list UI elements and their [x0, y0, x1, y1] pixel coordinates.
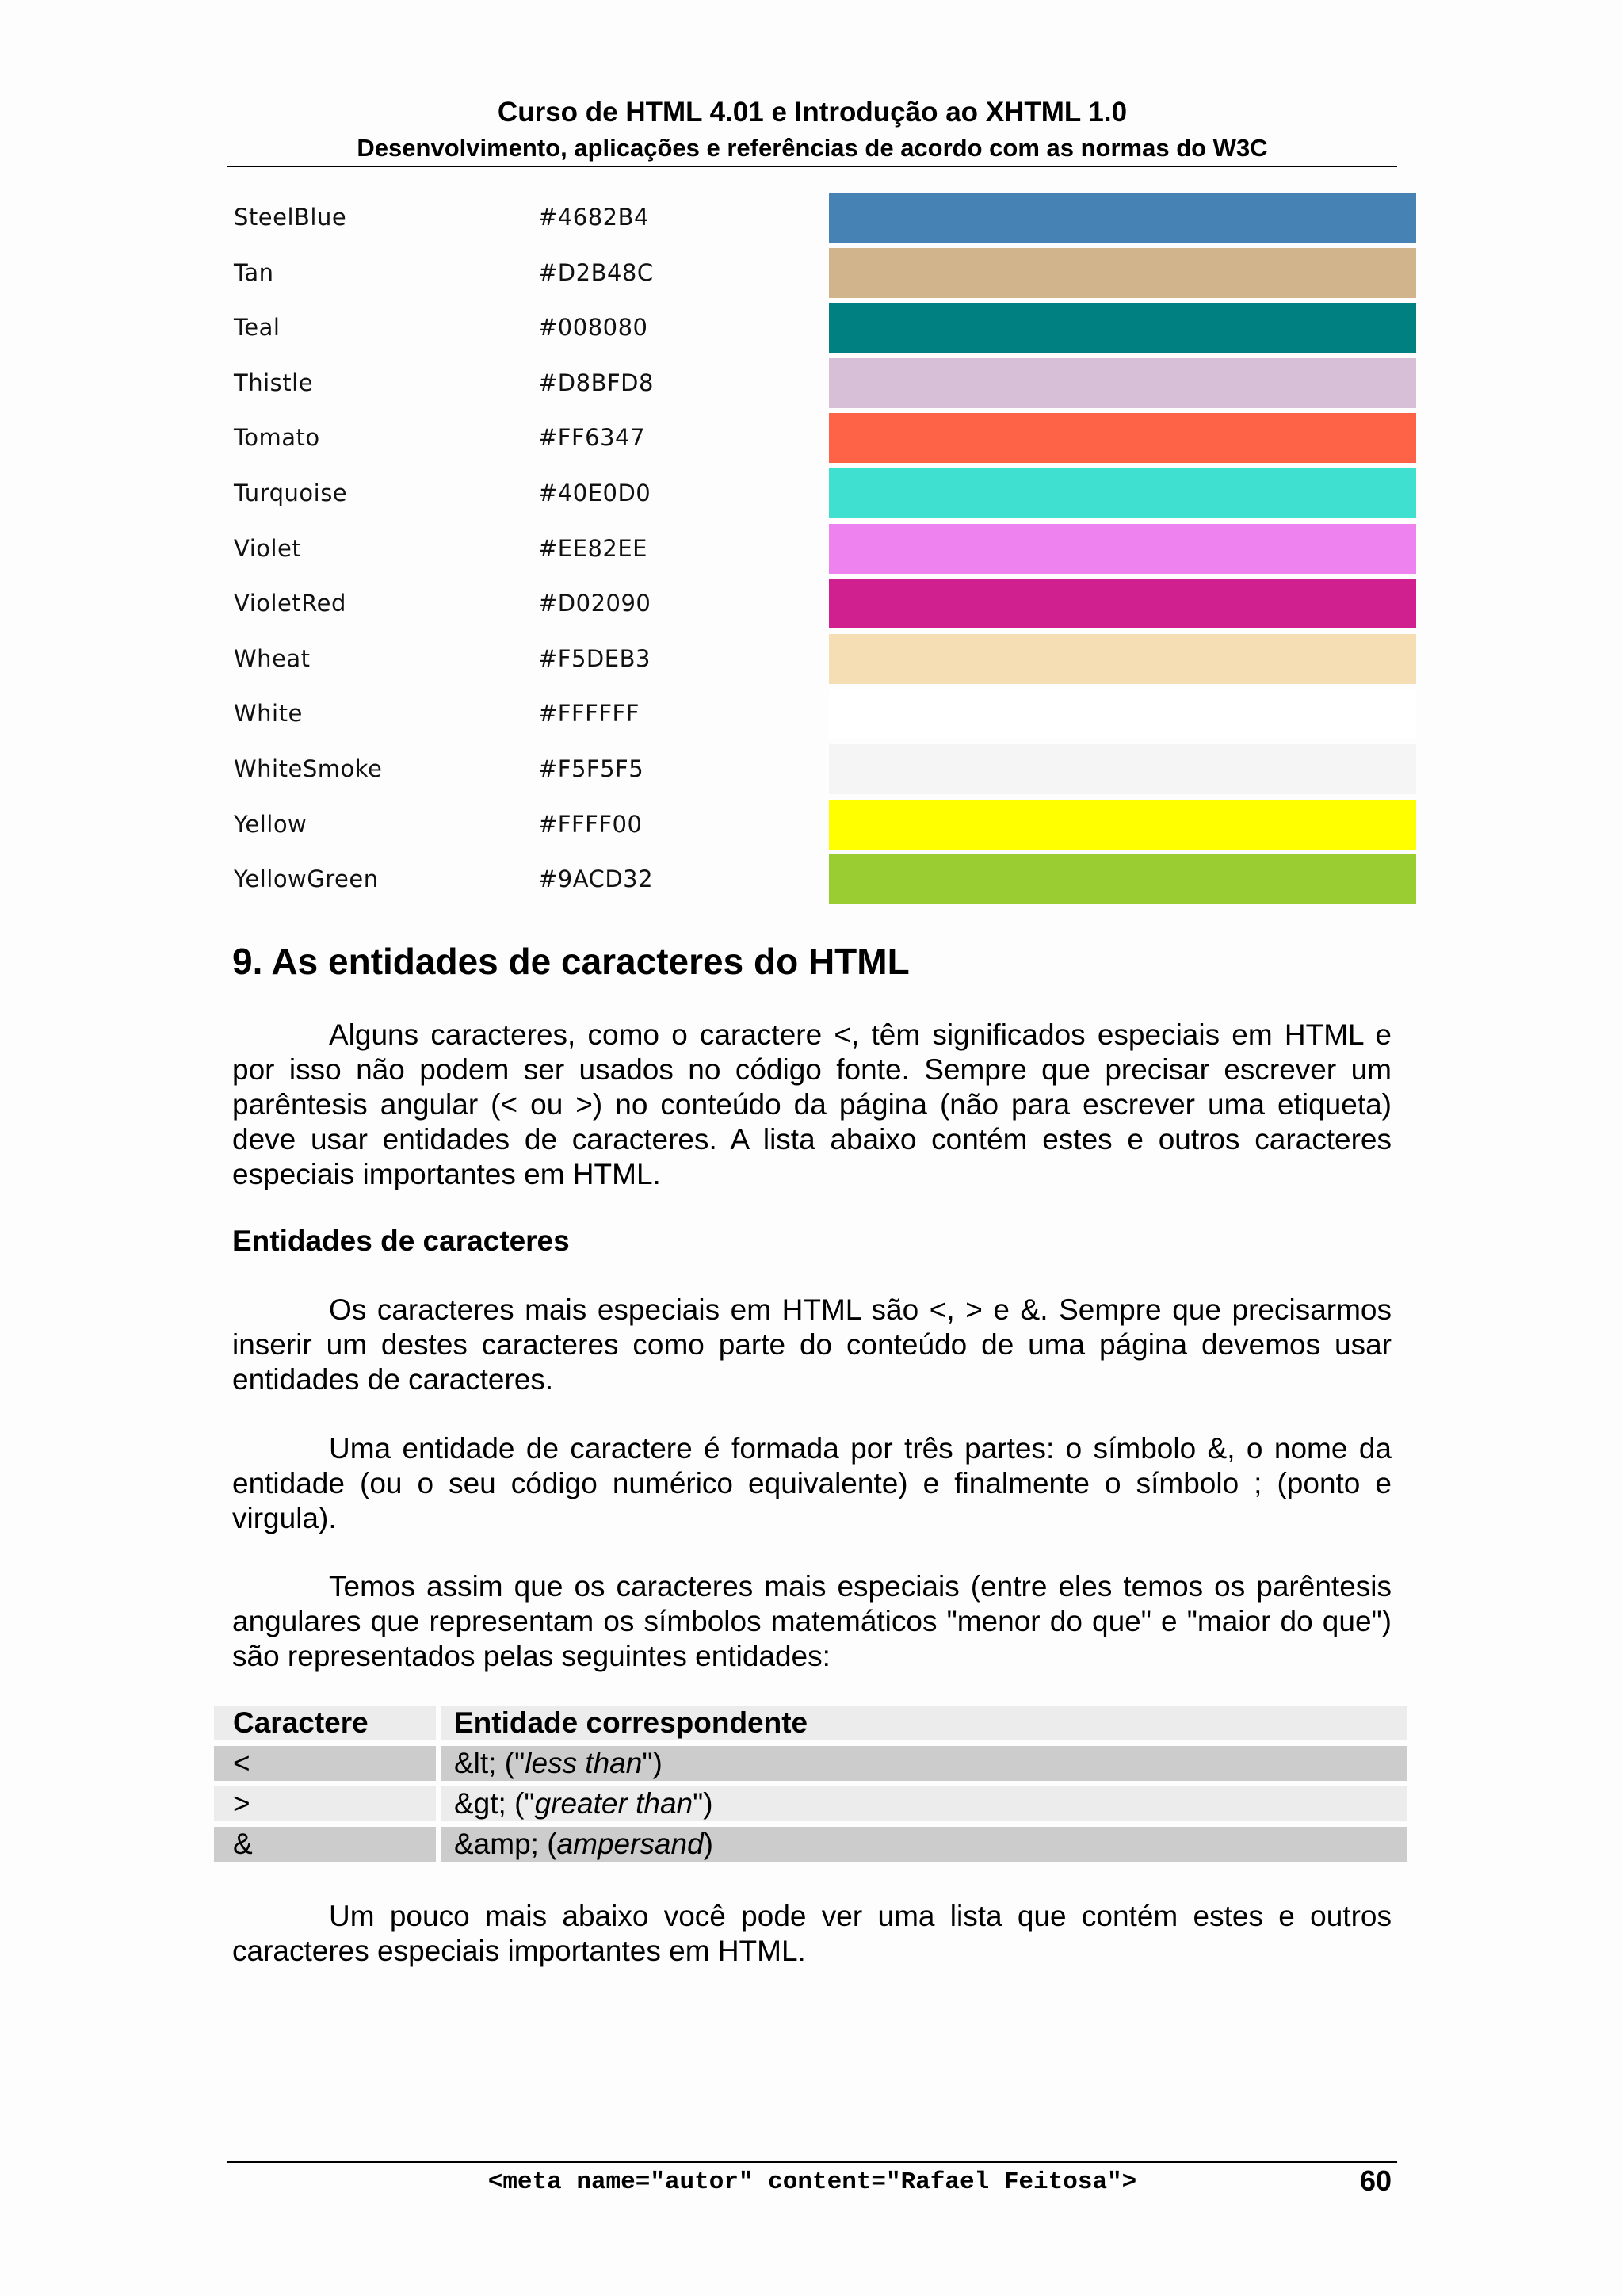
footer-rule [227, 2161, 1397, 2163]
color-swatch [829, 579, 1416, 628]
entity-table [214, 1706, 1407, 1867]
color-hex: #008080 [538, 314, 648, 342]
color-swatch [829, 800, 1416, 850]
entity-char: > [214, 1786, 436, 1821]
paragraph-2: Uma entidade de caractere é formada por três partes: o símbolo &, o nome da entidade (ou o seu código numérico equivalente) e finalmente o símbolo ; (ponto e virgula). [232, 1432, 1392, 1534]
color-name: WhiteSmoke [234, 755, 383, 782]
entity-open: (" [506, 1787, 535, 1820]
entity-row [214, 1746, 1407, 1786]
entity-open: ( [538, 1828, 557, 1860]
color-row [227, 852, 1452, 907]
document-title: Curso de HTML 4.01 e Introdução ao XHTML 1.0 [497, 97, 1128, 128]
intro-paragraph: Alguns caracteres, como o caractere <, têm significados especiais em HTML e por isso não podem ser usados no código fonte. Sempre que precisar escrever um parêntesis angular (< ou >) no conteúdo da página (não para escrever uma etiqueta) deve usar entidades de caracteres. A lista abaixo contém estes e outros caracteres especiais importantes em HTML. [232, 1018, 1392, 1190]
entity-meaning: less than [525, 1747, 643, 1779]
color-hex: #9ACD32 [538, 865, 654, 893]
entity-entity: &amp; [454, 1828, 539, 1860]
color-hex: #FF6347 [538, 424, 645, 452]
color-hex: #40E0D0 [538, 479, 651, 506]
header-rule [227, 166, 1397, 167]
entity-char: & [214, 1827, 436, 1862]
color-row [227, 356, 1452, 411]
document-subtitle: Desenvolvimento, aplicações e referências de acordo com as normas do W3C [357, 134, 1268, 162]
color-swatch [829, 358, 1416, 408]
color-swatch [829, 193, 1416, 243]
entity-entity: &lt; [454, 1747, 497, 1779]
entity-open: (" [496, 1747, 525, 1779]
color-hex: #EE82EE [538, 534, 647, 562]
color-name: Tomato [234, 424, 320, 452]
color-swatch [829, 634, 1416, 684]
color-swatch [829, 303, 1416, 353]
color-name: SteelBlue [234, 204, 347, 231]
color-row [227, 742, 1452, 797]
color-row [227, 190, 1452, 246]
section-heading: 9. As entidades de caracteres do HTML [232, 941, 910, 982]
subsection-heading: Entidades de caracteres [232, 1224, 570, 1257]
page-header [227, 94, 1397, 165]
entity-char: < [214, 1746, 436, 1781]
color-row [227, 466, 1452, 521]
entity-table-header [214, 1706, 1407, 1746]
color-hex: #D8BFD8 [538, 369, 654, 396]
color-name: Violet [234, 534, 302, 562]
color-swatch [829, 468, 1416, 518]
color-swatch [829, 248, 1416, 298]
entity-close: ) [703, 1828, 713, 1860]
color-row [227, 632, 1452, 687]
color-name: YellowGreen [234, 865, 379, 893]
color-row [227, 797, 1452, 853]
color-name: Teal [234, 314, 281, 342]
footer-meta: <meta name="autor" content="Rafael Feitosa"> [487, 2168, 1137, 2196]
color-hex: #F5DEB3 [538, 644, 651, 672]
color-row [227, 411, 1452, 466]
color-hex: #D02090 [538, 590, 651, 617]
entity-close: ") [693, 1787, 713, 1820]
color-row [227, 686, 1452, 742]
entity-row [214, 1786, 1407, 1827]
color-swatch [829, 854, 1416, 904]
color-name: Tan [234, 258, 274, 286]
color-row [227, 246, 1452, 301]
color-name: Yellow [234, 810, 307, 838]
paragraph-4: Um pouco mais abaixo você pode ver uma lista que contém estes e outros caracteres especiais importantes em HTML. [232, 1900, 1392, 1967]
color-hex: #4682B4 [538, 204, 649, 231]
color-name: VioletRed [234, 590, 346, 617]
color-row [227, 576, 1452, 632]
color-row [227, 521, 1452, 577]
color-swatch [829, 413, 1416, 463]
header-entidade: Entidade correspondente [441, 1706, 1407, 1740]
entity-reference [441, 1746, 1407, 1781]
paragraph-3: Temos assim que os caracteres mais especiais (entre eles temos os parêntesis angulares que representam os símbolos matemáticos "menor do que" e "maior do que") são representados pelas seguintes entidades: [232, 1570, 1392, 1672]
paragraph-1: Os caracteres mais especiais em HTML são <, > e &. Sempre que precisarmos inserir um destes caracteres como parte do conteúdo de uma página devemos usar entidades de caracteres. [232, 1293, 1392, 1396]
entity-meaning: greater than [534, 1787, 693, 1820]
page-number: 60 [1359, 2164, 1392, 2197]
entity-reference [441, 1786, 1407, 1821]
color-hex: #FFFFFF [538, 700, 640, 728]
entity-row [214, 1827, 1407, 1867]
color-row [227, 300, 1452, 356]
color-name: Wheat [234, 644, 311, 672]
entity-entity: &gt; [454, 1787, 506, 1820]
color-hex: #D2B48C [538, 258, 654, 286]
color-hex: #F5F5F5 [538, 755, 644, 782]
color-name: White [234, 700, 303, 728]
color-name: Thistle [234, 369, 314, 396]
color-hex: #FFFF00 [538, 810, 643, 838]
color-swatch [829, 689, 1416, 739]
entity-meaning: ampersand [556, 1828, 704, 1860]
entity-reference [441, 1827, 1407, 1862]
color-table [227, 190, 1452, 907]
header-caractere: Caractere [214, 1706, 436, 1740]
entity-close: ") [642, 1747, 663, 1779]
color-swatch [829, 524, 1416, 574]
color-name: Turquoise [234, 479, 348, 506]
color-swatch [829, 744, 1416, 794]
